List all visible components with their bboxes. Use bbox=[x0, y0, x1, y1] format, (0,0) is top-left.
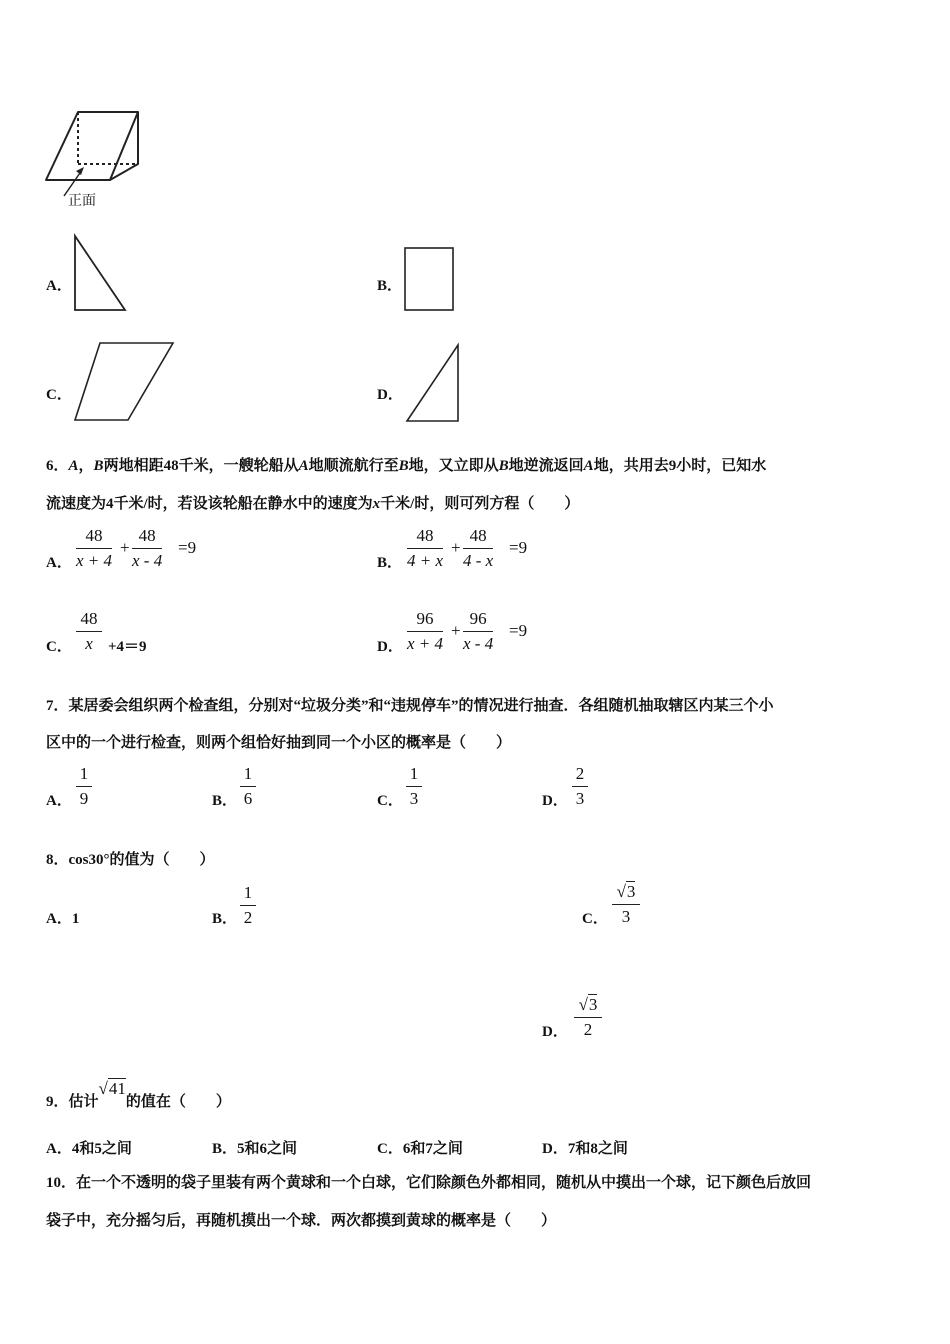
q6-d-equals: =9 bbox=[509, 621, 528, 640]
q6-text-line2: 流速度为4千米/时，若设该轮船在静水中的速度为x千米/时，则可列方程（ ） bbox=[46, 496, 580, 512]
q5-option-b-rectangle bbox=[403, 246, 455, 312]
front-label: 正面 bbox=[68, 193, 96, 209]
q5-option-d-triangle bbox=[404, 343, 462, 423]
q7-a-fraction: $\frac{1}{9}$ bbox=[76, 764, 92, 809]
q6-a-fraction-2: $\frac{48}{x - 4}$ bbox=[132, 526, 163, 570]
q6-a-plus: + bbox=[120, 538, 130, 557]
q8-option-c-label[interactable]: C． bbox=[582, 911, 608, 927]
q6-b-fraction-2: $\frac{48}{4 - x}$ bbox=[463, 526, 494, 570]
q6-c-fraction: $\frac{48}{x}$ bbox=[76, 609, 102, 654]
q7-c-fraction: $\frac{1}{3}$ bbox=[406, 764, 422, 809]
q7-option-a-label[interactable]: A． bbox=[46, 793, 72, 809]
q8-b-fraction: $\frac{1}{2}$ bbox=[240, 883, 256, 928]
q7-option-c-label[interactable]: C． bbox=[377, 793, 403, 809]
q7-option-b-label[interactable]: B． bbox=[212, 793, 238, 809]
q5-option-a-triangle bbox=[72, 234, 128, 312]
q9-text: 9．估计√41的值在（ ） bbox=[46, 1079, 231, 1110]
q7-d-fraction: $\frac{2}{3}$ bbox=[572, 764, 588, 809]
q6-a-equals: =9 bbox=[178, 538, 197, 557]
q6-d-plus: + bbox=[451, 621, 461, 640]
q5-option-b-label[interactable]: B． bbox=[377, 278, 403, 294]
q10-text-line1: 10．在一个不透明的袋子里装有两个黄球和一个白球，它们除颜色外都相同，随机从中摸出一个球，记下颜色后放回 bbox=[46, 1175, 812, 1191]
q8-option-d-label[interactable]: D． bbox=[542, 1024, 568, 1040]
q5-option-a-label[interactable]: A． bbox=[46, 278, 72, 294]
q8-c-fraction: $\frac{√3}{3}$ bbox=[612, 881, 640, 927]
q10-text-line2: 袋子中，充分摇匀后，再随机摸出一个球．两次都摸到黄球的概率是（ ） bbox=[46, 1213, 557, 1229]
q6-a-fraction-1: $\frac{48}{x + 4}$ bbox=[76, 526, 113, 570]
q5-option-c-label[interactable]: C． bbox=[46, 387, 72, 403]
q9-option-d[interactable]: D．7和8之间 bbox=[542, 1141, 628, 1157]
sqrt-sign: √ bbox=[616, 882, 626, 901]
q5-option-d-label[interactable]: D． bbox=[377, 387, 403, 403]
q7-text-line2: 区中的一个进行检查，则两个组恰好抽到同一个小区的概率是（ ） bbox=[46, 735, 512, 751]
q6-b-equals: =9 bbox=[509, 538, 528, 557]
q9-option-b[interactable]: B．5和6之间 bbox=[212, 1141, 298, 1157]
q5-option-c-parallelogram bbox=[72, 340, 176, 424]
q8-d-fraction: $\frac{√3}{2}$ bbox=[574, 994, 602, 1040]
q6-c-rest: +4＝9 bbox=[108, 639, 147, 655]
q8-text: 8．cos30°的值为（ ） bbox=[46, 852, 215, 868]
q9-option-a[interactable]: A．4和5之间 bbox=[46, 1141, 132, 1157]
q7-b-fraction: $\frac{1}{6}$ bbox=[240, 764, 256, 809]
q6-option-a-label[interactable]: A． bbox=[46, 555, 72, 571]
q6-option-c-label[interactable]: C． bbox=[46, 639, 72, 655]
q6-d-fraction-2: $\frac{96}{x - 4}$ bbox=[463, 609, 494, 653]
sqrt-sign: √ bbox=[98, 1079, 108, 1098]
prism-figure bbox=[40, 108, 150, 188]
q6-option-d-label[interactable]: D． bbox=[377, 639, 403, 655]
q7-option-d-label[interactable]: D． bbox=[542, 793, 568, 809]
q6-option-b-label[interactable]: B． bbox=[377, 555, 403, 571]
q6-d-fraction-1: $\frac{96}{x + 4}$ bbox=[407, 609, 444, 653]
q6-b-fraction-1: $\frac{48}{4 + x}$ bbox=[407, 526, 444, 570]
q7-text-line1: 7．某居委会组织两个检查组，分别对“垃圾分类”和“违规停车”的情况进行抽查．各组随机抽取辖区内某三个小 bbox=[46, 698, 774, 714]
q8-option-b-label[interactable]: B． bbox=[212, 911, 238, 927]
q6-text-line1: 6．A，B两地相距48千米，一艘轮船从A地顺流航行至B地，又立即从B地逆流返回A地，共用去9小时，已知水 bbox=[46, 458, 767, 474]
q6-b-plus: + bbox=[451, 538, 461, 557]
q8-option-a[interactable]: A．1 bbox=[46, 911, 80, 927]
sqrt-sign: √ bbox=[578, 995, 588, 1014]
q9-option-c[interactable]: C．6和7之间 bbox=[377, 1141, 463, 1157]
